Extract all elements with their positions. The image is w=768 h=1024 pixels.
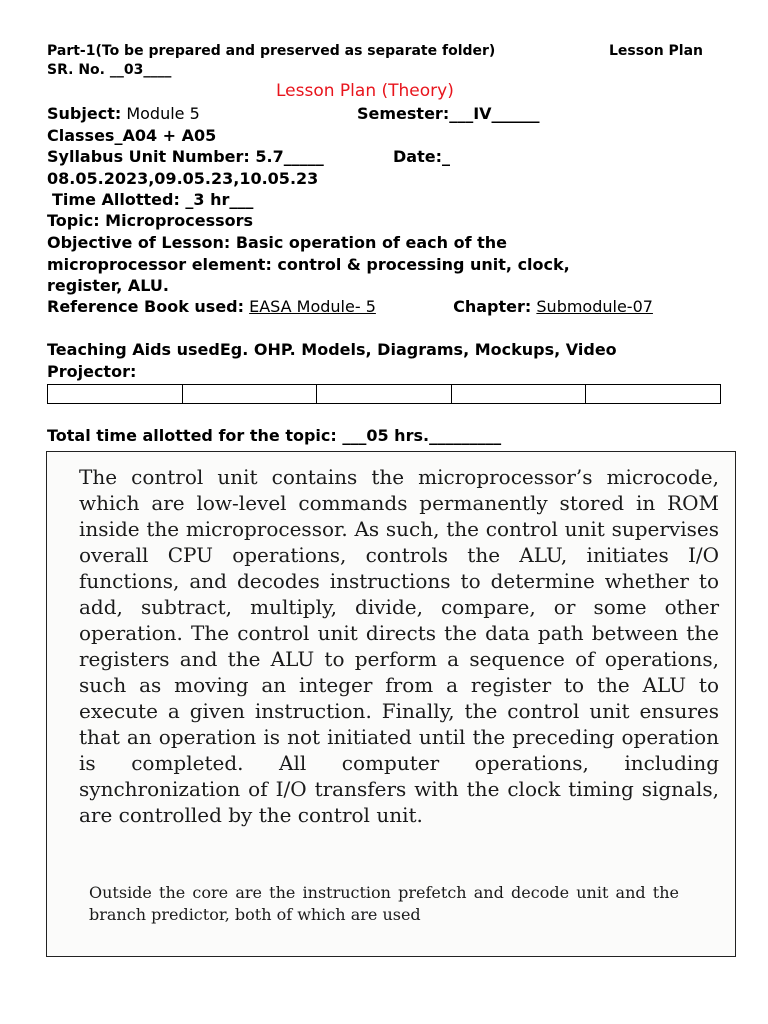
total-time-field: Total time allotted for the topic: ___05 hrs._________: [47, 426, 502, 445]
subject-field: [47, 104, 200, 123]
scanned-textbook-excerpt: [46, 451, 736, 957]
objective-line-3: register, ALU.: [47, 276, 169, 295]
page-title: Lesson Plan (Theory): [276, 81, 454, 101]
semester-field: Semester:___IV______: [357, 104, 540, 123]
table-cell: [182, 385, 317, 404]
teaching-aids-line-2: Projector:: [47, 362, 137, 381]
table-cell: [48, 385, 183, 404]
table-cell: [317, 385, 452, 404]
reference-value: EASA Module- 5: [249, 297, 376, 316]
excerpt-paragraph-2: Outside the core are the instruction prefetch and decode unit and the branch predictor, both of which are used: [89, 883, 679, 924]
table-cell: [451, 385, 586, 404]
subject-value: Module 5: [121, 104, 200, 123]
excerpt-paragraph-1: The control unit contains the microprocessor’s microcode, which are low-level commands permanently stored in ROM inside the microprocessor. As such, the control unit supervises overall CPU operations, controls the ALU, initiates I/O functions, and decodes instructions to determine whether to add, subtract, multiply, divide, compare, or some other operation. The control unit directs the data path between the registers and the ALU to perform a sequence of operations, such as moving an integer from a register to the ALU to execute a given instruction. Finally, the control unit ensures that an operation is not initiated until the preceding operation is completed. All computer operations, including synchronization of I/O transfers with the clock timing signals, are controlled by the control unit.: [79, 465, 719, 827]
chapter-label: Chapter:: [453, 297, 532, 316]
topic-field: Topic: Microprocessors: [47, 211, 254, 230]
objective-line-1: Objective of Lesson: Basic operation of each of the: [47, 233, 507, 252]
part-note: Part-1(To be prepared and preserved as separate folder): [47, 43, 496, 59]
chapter-value: Submodule-07: [536, 297, 653, 316]
teaching-aids-line-1: Teaching Aids usedEg. OHP. Models, Diagrams, Mockups, Video: [47, 340, 617, 359]
dates-value: 08.05.2023,09.05.23,10.05.23: [47, 169, 319, 188]
sr-number: SR. No. __03____: [47, 62, 172, 78]
objective-line-2: microprocessor element: control & processing unit, clock,: [47, 255, 570, 274]
reference-label: Reference Book used:: [47, 297, 245, 316]
reference-field: [47, 297, 653, 316]
time-allotted-field: Time Allotted: _3 hr___: [52, 190, 254, 209]
classes-field: Classes_A04 + A05: [47, 126, 217, 145]
syllabus-unit-field: Syllabus Unit Number: 5.7_____: [47, 147, 324, 166]
teaching-aids-table: [47, 384, 721, 404]
table-cell: [586, 385, 721, 404]
table-row: [48, 385, 721, 404]
date-label: Date:_: [393, 147, 450, 166]
lesson-plan-label: Lesson Plan: [609, 43, 704, 59]
subject-label: Subject:: [47, 104, 122, 123]
